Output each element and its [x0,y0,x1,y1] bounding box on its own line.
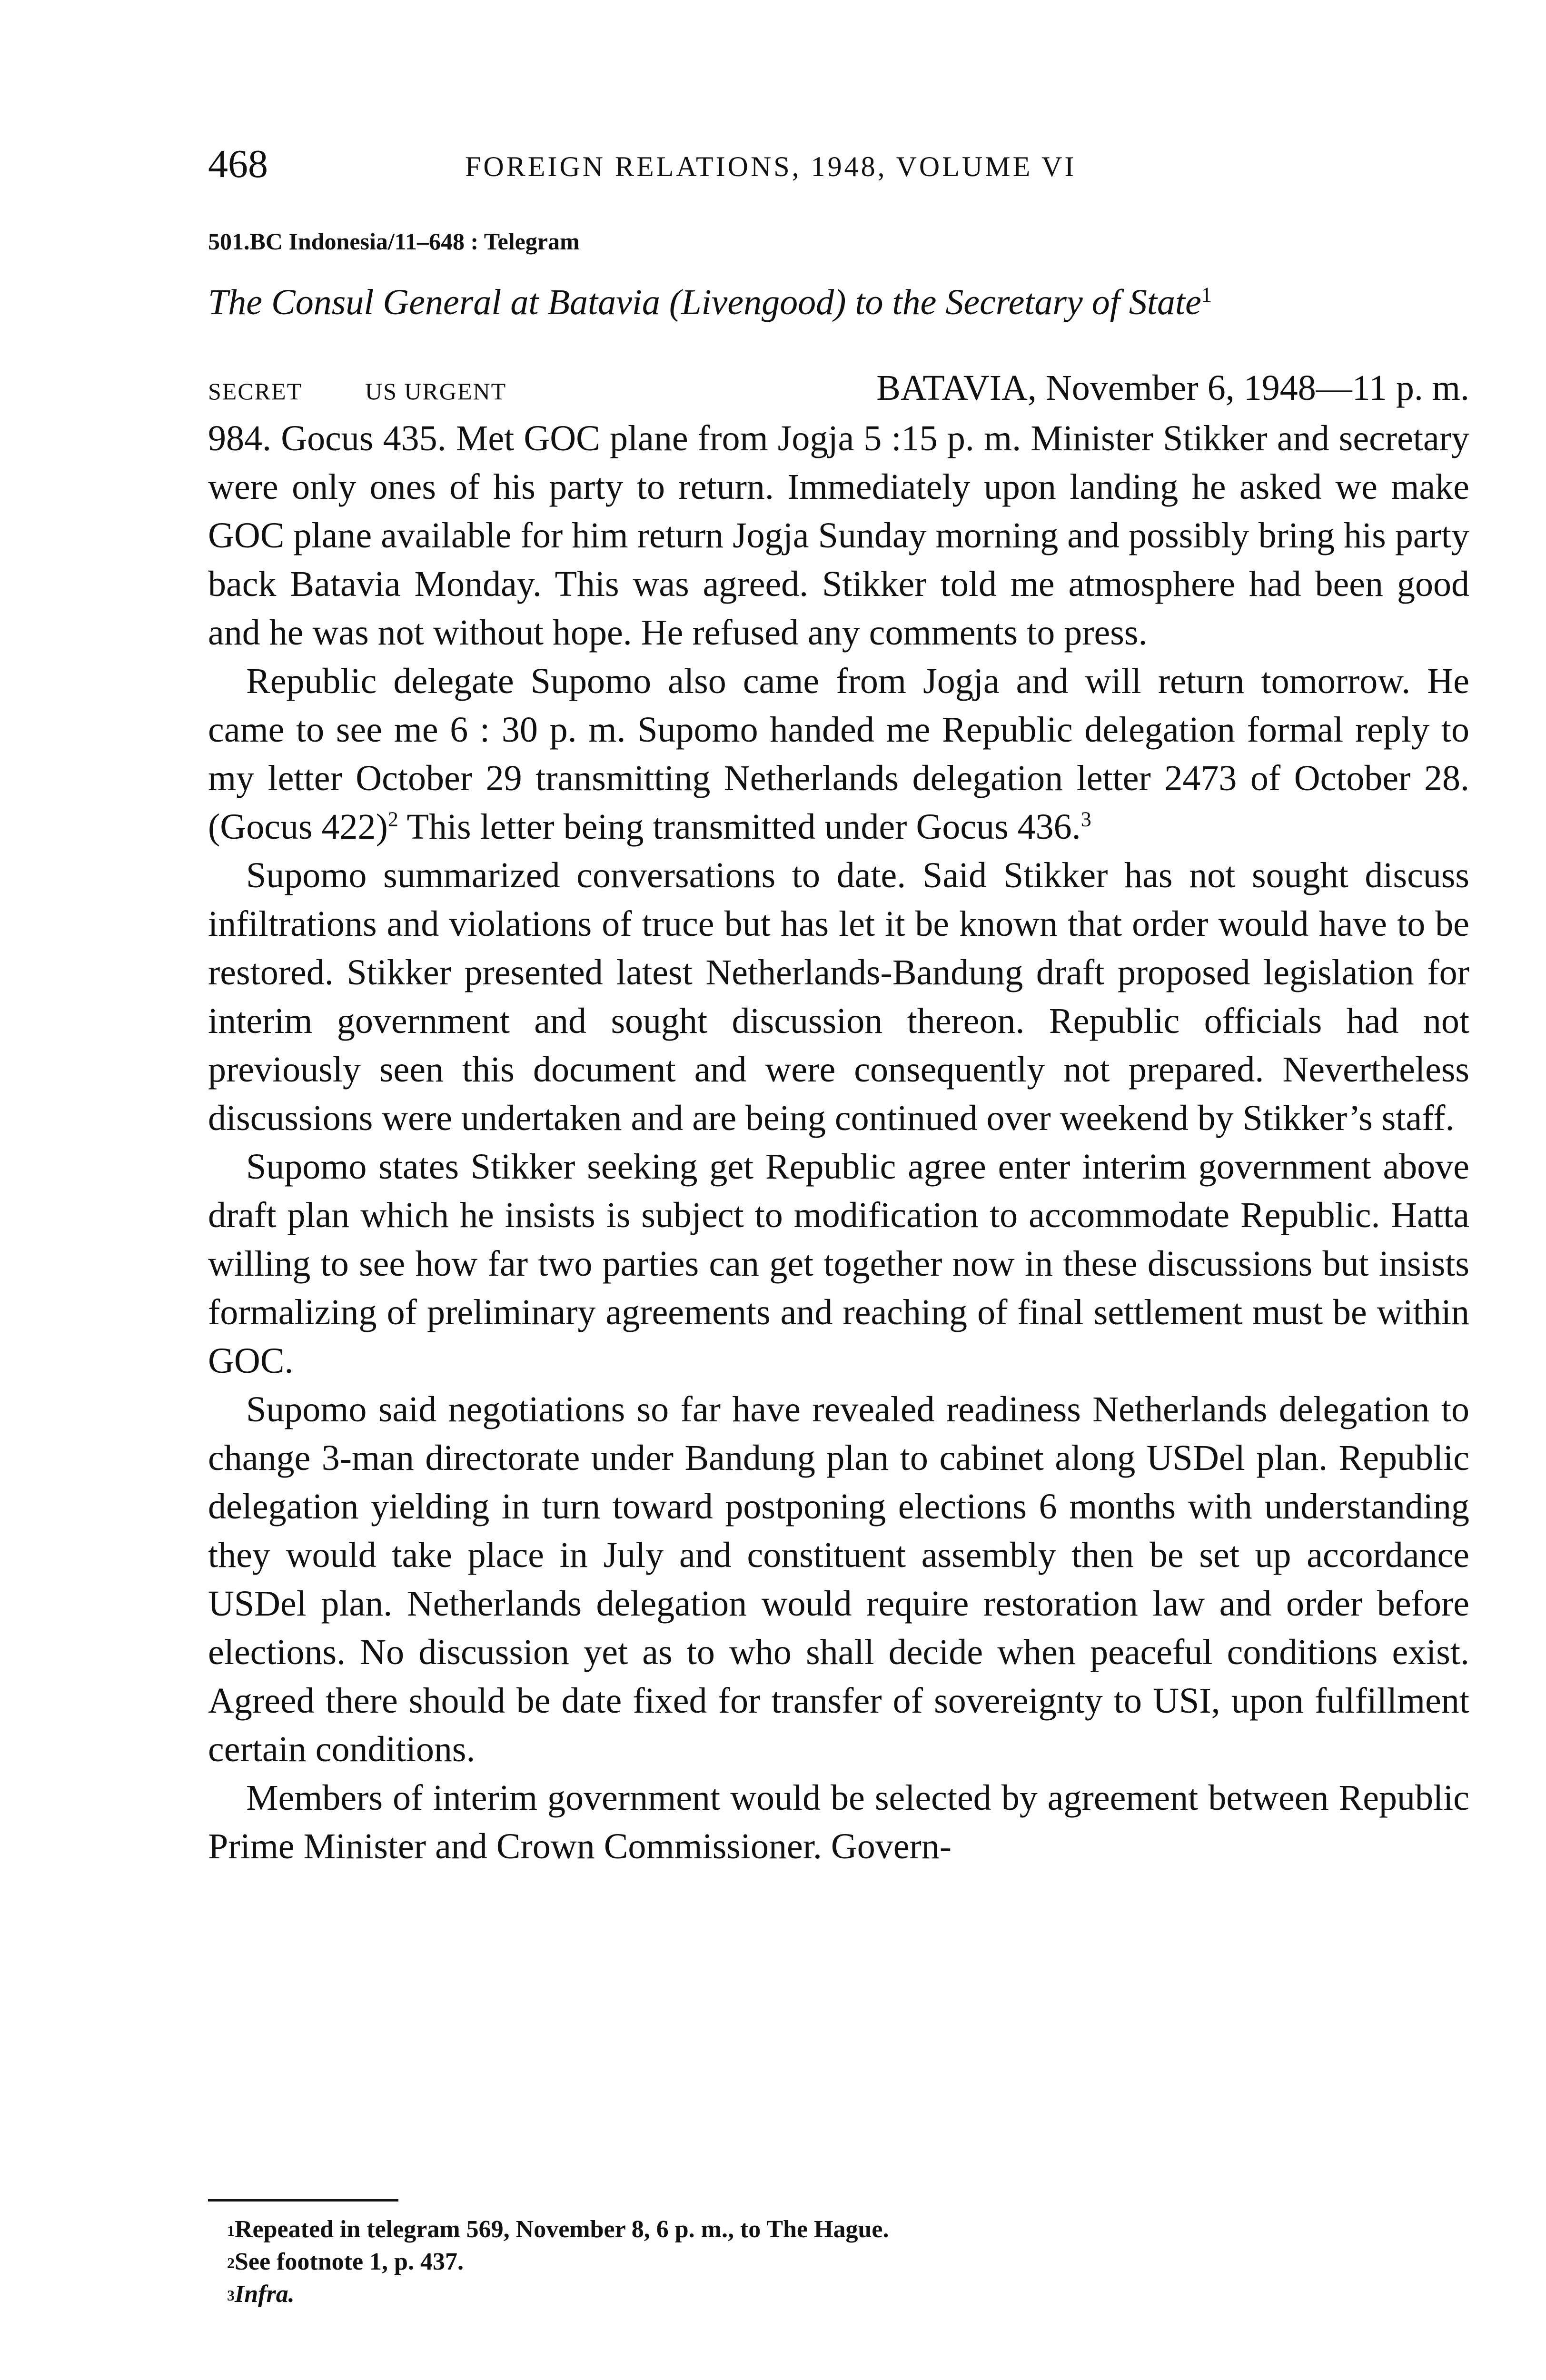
footnote-divider [208,2199,398,2202]
paragraph-6: Members of interim government would be selected by agreement between Republic Prime Minister and Crown Commissioner. Govern- [208,1778,1469,1866]
footnote-marker: 3 [227,2287,235,2304]
page-number: 468 [208,142,268,186]
footnote-2 [227,2246,1417,2278]
classification-marking: SECRET [208,378,303,405]
footnote-1 [227,2213,1417,2246]
running-title: FOREIGN RELATIONS, 1948, VOLUME VI [465,151,1077,182]
footnote-ref-3: 3 [1080,807,1091,831]
paragraph-2-tail: This letter being transmitted under Gocus 436. [398,807,1081,847]
running-header [208,140,1469,188]
document-title [208,278,1212,326]
paragraph-4: Supomo states Stikker seeking get Republic agree enter interim government above draft plan which he insists is subject to modification to accommodate Republic. Hatta willing to see how far two parties can get together now in these discussions but insists formalizing of preliminary agreements and reaching of final settlement must be within GOC. [208,1147,1469,1381]
footnote-ref-1: 1 [1201,283,1212,307]
paragraph-2-text: Republic delegate Supomo also came from Jogja and will return tomorrow. He came to see me 6 : 30 p. m. Supomo handed me Republic delegation formal reply to my letter October 29 transmitting Netherlands delegation letter 2473 of October 28. (Gocus 422) [208,661,1469,847]
precedence-marking: US URGENT [365,378,507,405]
footnote-marker: 1 [227,2222,235,2239]
footnote-text: Repeated in telegram 569, November 8, 6 p. m., to The Hague. [235,2216,889,2243]
telegram-body [208,414,1469,1871]
footnote-marker: 2 [227,2254,235,2271]
paragraph-5: Supomo said negotiations so far have revealed readiness Netherlands delegation to change 3-man directorate under Bandung plan to cabinet along USDel plan. Republic delegation yielding in turn toward postponing elections 6 months with understanding they would take place in July and constituent assembly then be set up accordance USDel plan. Netherlands delegation would require restoration law and order before elections. No discussion yet as to who shall decide when peaceful conditions exist. Agreed there should be date fixed for transfer of sovereignty to USI, upon fulfillment certain conditions. [208,1389,1469,1769]
paragraph-3: Supomo summarized conversations to date. Said Stikker has not sought discuss infiltrations and violations of truce but has let it be known that order would have to be restored. Stikker presented latest Netherlands-Bandung draft proposed legislation for interim government and sought discussion thereon. Republic officials had not previously seen this document and were consequently not prepared. Nevertheless discussions were undertaken and are being continued over weekend by Stikker’s staff. [208,855,1469,1138]
paragraph-1: 984. Gocus 435. Met GOC plane from Jogja 5 :15 p. m. Minister Stikker and secretary were only ones of his party to return. Immediately upon landing he asked we make GOC plane available for him return Jogja Sunday morning and possibly bring his party back Batavia Monday. This was agreed. Stikker told me atmosphere had been good and he was not without hope. He refused any comments to press. [208,418,1469,653]
footnotes [227,2213,1417,2311]
file-reference: 501.BC Indonesia/11–648 : Telegram [208,228,580,255]
place-and-date: BATAVIA, November 6, 1948—11 p. m. [876,368,1469,408]
document-title-text: The Consul General at Batavia (Livengood) to the Secretary of State [208,282,1201,322]
footnote-text: Infra. [235,2281,295,2308]
footnote-text: See footnote 1, p. 437. [235,2248,464,2275]
footnote-3 [227,2278,1417,2311]
footnote-ref-2: 2 [387,807,398,831]
paragraph-2 [208,657,1469,851]
dateline [208,364,1469,412]
